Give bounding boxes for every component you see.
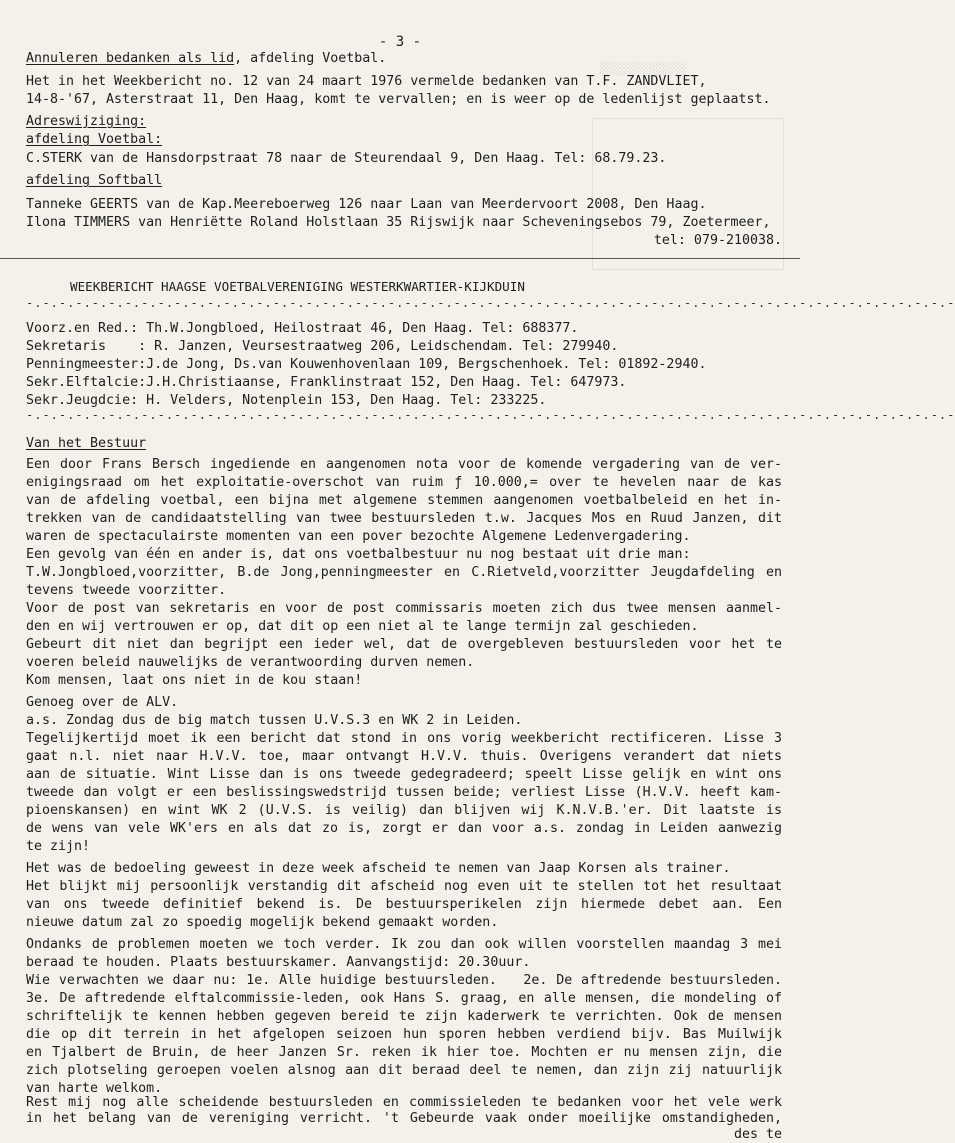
bestuur-line: Gebeurt dit niet dan begrijpt een ieder wel, dat de overgebleven bestuursleden voor het te (26, 637, 782, 652)
bestuur-line: voeren beleid nauwelijks de verantwoording durven nemen. (26, 655, 475, 670)
annuleren-heading-line (26, 50, 782, 67)
alv-line: Tegelijkertijd moet ik een bericht dat stond in ons vorig weekbericht rectificeren. Lisse 3 (26, 731, 782, 746)
alv-line: te zijn! (26, 839, 91, 854)
bestuur-heading: Van het Bestuur (26, 436, 147, 451)
vergadering-line: Ondanks de problemen moeten we toch verder. Ik zou dan ook willen voorstellen maandag 3 mei (26, 937, 782, 952)
vergadering-line: Wie verwachten we daar nu: 1e. Alle huidige bestuursleden. 2e. De aftredende bestuursleden. (26, 973, 782, 988)
trainer-line: van ons tweede definitief bekend is. De bestuursperikelen zijn hiermede debet aan. Een (26, 897, 782, 912)
masthead-row: Sekretaris : R. Janzen, Veursestraatweg 206, Leidschendam. Tel: 279940. (26, 339, 619, 354)
alv-line: de wens van vele WK'ers en als dat zo is, zorgt er dan voor a.s. zondag in Leiden aanwezig (26, 821, 782, 836)
softball-address-line: Ilona TIMMERS van Henriëtte Roland Holstlaan 35 Rijswijk naar Scheveningsebos 79, Zoetermeer, (26, 215, 771, 230)
alv-line: gaat n.l. niet naar H.V.V. toe, maar ontvangt H.V.V. thuis. Overigens verandert dat niets (26, 749, 782, 764)
vergadering-line: 3e. De aftredende elftalcommissie-leden, ook Hans S. graag, en alle mensen, die mondeling of (26, 991, 782, 1006)
voetbal-subheading: afdeling Voetbal: (26, 132, 163, 147)
adreswijziging-heading: Adreswijziging: (26, 114, 147, 129)
masthead-row: Penningmeester:J.de Jong, Ds.van Kouwenhovenlaan 109, Bergschenhoek. Tel: 01892-2940. (26, 357, 707, 372)
bestuur-line: T.W.Jongbloed,voorzitter, B.de Jong,penningmeester en C.Rietveld,voorzitter Jeugdafdeling en (26, 565, 782, 580)
masthead-row: Sekr.Elftalcie:J.H.Christiaanse, Franklinstraat 152, Den Haag. Tel: 647973. (26, 375, 627, 390)
annuleren-line: Het in het Weekbericht no. 12 van 24 maart 1976 vermelde bedanken van T.F. ZANDVLIET, (26, 74, 707, 89)
trainer-line: Het blijkt mij persoonlijk verstandig dit afscheid nog even uit te stellen tot het resultaat (26, 879, 782, 894)
bestuur-line: tevens tweede voorzitter. (26, 583, 227, 598)
bestuur-line: Een door Frans Bersch ingediende en aangenomen nota voor de komende vergadering van de ver- (26, 457, 782, 472)
annuleren-heading: Annuleren bedanken als lid (26, 51, 235, 66)
rest-line: in het belang van de vereniging verricht. 't Gebeurde vaak onder moeilijke omstandigheden, (26, 1111, 782, 1126)
vergadering-line: beraad te houden. Plaats bestuurskamer. Aanvangstijd: 20.30uur. (26, 955, 531, 970)
masthead-title: WEEKBERICHT HAAGSE VOETBALVERENIGING WESTERKWARTIER-KIJKDUIN (70, 279, 525, 294)
trainer-line: Het was de bedoeling geweest in deze week afscheid te nemen van Jaap Korsen als trainer. (26, 861, 731, 876)
bestuur-line: den en wij vertrouwen er op, dat dit op een niet al te lange termijn zal geschieden. (26, 619, 699, 634)
bestuur-line: enigingsraad om het exploitatie-overschot van ruim ƒ 10.000,= over te hevelen naar de kas (26, 475, 782, 490)
bestuur-line: trekken van de candidaatstelling van twee bestuursleden t.w. Jacques Mos en Ruud Janzen, dit (26, 511, 782, 526)
alv-line: Genoeg over de ALV. (26, 695, 179, 710)
vergadering-line: schriftelijk te kennen hebben gegeven bereid te zijn kaderwerk te verrichten. Ook de mensen (26, 1009, 782, 1024)
section-divider (0, 258, 800, 259)
bestuur-line: Kom mensen, laat ons niet in de kou staan! (26, 673, 363, 688)
voetbal-address-line: C.STERK van de Hansdorpstraat 78 naar de Steurendaal 9, Den Haag. Tel: 68.79.23. (26, 151, 667, 166)
bestuur-line: Voor de post van sekretaris en voor de post commissaris moeten zich dus twee mensen aanmel- (26, 601, 782, 616)
rest-line: Rest mij nog alle scheidende bestuursleden en commissieleden te bedanken voor het vele werk (26, 1095, 782, 1110)
bestuur-line: waren de spectaculairste momenten van een pover bezochte Algemene Ledenvergadering. (26, 529, 691, 544)
annuleren-line: 14-8-'67, Asterstraat 11, Den Haag, komt te vervallen; en is weer op de ledenlijst geplaatst. (26, 92, 771, 107)
softball-address-line: Tanneke GEERTS van de Kap.Meereboerweg 126 naar Laan van Meerdervoort 2008, Den Haag. (26, 197, 707, 212)
bleed-through-mark: ░░░░░░░░░░░░ (600, 62, 687, 76)
vergadering-line: die op dit terrein in het afgelopen seizoen hun sporen hebben verdiend bijv. Bas Muilwijk (26, 1027, 782, 1042)
vergadering-line: zich plotseling geroepen voelen alsnog aan dit beraad deel te nemen, dan zijn zij natuurlijk (26, 1063, 782, 1078)
annuleren-heading-suffix: , afdeling Voetbal. (234, 51, 387, 66)
trainer-line: nieuwe datum zal zo spoedig mogelijk bekend gemaakt worden. (26, 915, 499, 930)
alv-line: aan de situatie. Wint Lisse dan is ons tweede gedegradeerd; speelt Lisse gelijk en wint ons (26, 767, 782, 782)
masthead-divider-bottom: -.-.-.-.-.-.-.-.-.-.-.-.-.-.-.-.-.-.-.-.-.-.-.-.-.-.-.-.-.-.-.-.-.-.-.-.-.-.-.-.-.-.-.-.-.-.-.-.-.-.-.-.-.-.-.-.- (26, 408, 955, 422)
bestuur-line: van de afdeling voetbal, een bijna met algemene stemmen aangenomen voetbalbeleid en het in- (26, 493, 782, 508)
bestuur-line: Een gevolg van één en ander is, dat ons voetbalbestuur nu nog bestaat uit drie man: (26, 547, 691, 562)
rest-line: des te (733, 1127, 782, 1142)
masthead-row: Sekr.Jeugdcie: H. Velders, Notenplein 153, Den Haag. Tel: 233225. (26, 393, 547, 408)
vergadering-line: van harte welkom. (26, 1081, 163, 1096)
alv-line: pioenskansen) en wint WK 2 (U.V.S. is veilig) dan blijven wij K.N.V.B.'er. Dit laatste is (26, 803, 782, 818)
page-number: - 3 - (378, 34, 422, 50)
masthead-divider-top: -.-.-.-.-.-.-.-.-.-.-.-.-.-.-.-.-.-.-.-.-.-.-.-.-.-.-.-.-.-.-.-.-.-.-.-.-.-.-.-.-.-.-.-.-.-.-.-.-.-.-.-.-.-.-.-.- (26, 296, 955, 310)
vergadering-line: en Tjalbert de Bruin, de heer Janzen Sr. reken ik hier toe. Mochten er nu mensen zijn, die (26, 1045, 782, 1060)
softball-address-line: tel: 079-210038. (653, 233, 782, 248)
softball-subheading: afdeling Softball (26, 173, 163, 188)
masthead-row: Voorz.en Red.: Th.W.Jongbloed, Heilostraat 46, Den Haag. Tel: 688377. (26, 321, 579, 336)
alv-line: tweede dan volgt er een beslissingswedstrijd tussen beide; verliest Lisse (H.V.V. heeft kam- (26, 785, 782, 800)
alv-line: a.s. Zondag dus de big match tussen U.V.S.3 en WK 2 in Leiden. (26, 713, 523, 728)
